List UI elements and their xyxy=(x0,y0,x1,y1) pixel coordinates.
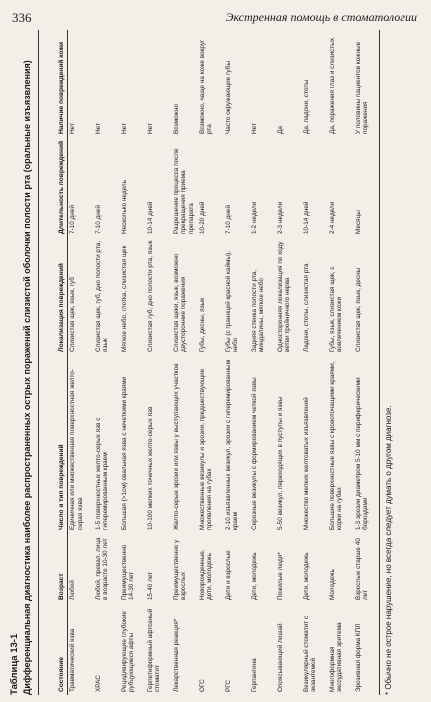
table-cell: 15-40 лет xyxy=(146,571,154,600)
table-cell: Эрозивная форма КПЛ xyxy=(354,623,362,692)
table-cell: Рецидивирующие глубокие рубцующиеся афты xyxy=(120,611,136,692)
table-cell: Множество мелких желтоватых изъязвлений xyxy=(302,397,310,530)
table-row xyxy=(328,30,354,695)
table-body xyxy=(68,30,380,695)
table-cell: Мягкое небо, глотка, слизистая щек xyxy=(120,245,128,352)
table-cell: Любой xyxy=(69,580,76,600)
table-cell: Односторонняя локализация по ходу ветви тройничного нерва xyxy=(276,241,292,352)
table-cell: 1-5 поверхностных желто-серых язв с гиперемированным краем xyxy=(94,417,110,530)
table-cell: Преимущественно у взрослых xyxy=(172,539,188,600)
table-cell: Слизистая губ, дно полости рта, язык xyxy=(146,240,154,352)
table-cell: Везикулярный стоматит с экзантемой xyxy=(302,615,318,692)
table-cell: Да xyxy=(276,126,284,134)
table-row xyxy=(146,30,172,695)
table-cell: РГС xyxy=(224,679,232,692)
table-caption xyxy=(8,30,38,695)
table-cell: 2-4 недели xyxy=(328,201,336,234)
table-cell: Новорожденные, дети, молодежь xyxy=(198,549,214,600)
table-cell: 10-14 дней xyxy=(302,201,310,234)
column-header: Возраст xyxy=(58,573,66,600)
table-cell: Слизистая щек, язык, губ xyxy=(69,277,76,352)
table-cell: Дети, молодежь xyxy=(302,552,310,600)
table-cell: 1-3 эрозии диаметром 5-10 мм с периферическими бороздами xyxy=(354,377,370,530)
table-cell: Дети, молодежь xyxy=(250,552,258,600)
table-cell: ОГС xyxy=(198,679,206,692)
table-cell: Разрешение процесса после прекращения приема препарата xyxy=(172,148,195,234)
table-number: Таблица 13-1 xyxy=(9,633,20,695)
table-cell: Травматический язва xyxy=(69,628,76,692)
table-cell: Часто окружающие губы xyxy=(224,61,232,134)
table-title: Дифференциальная диагностика наиболее распространенных острых поражений слизистой оболочки полости рта (оральные изъязвления) xyxy=(22,60,32,695)
footnote: * Обычно не острое нарушение, но всегда следует думать о другом диагнозе. xyxy=(384,405,393,695)
table-cell: Нет xyxy=(146,123,154,134)
table-row xyxy=(172,30,198,695)
table-cell: Губы, язык, слизистая щек, с вовлечением кожи xyxy=(328,266,344,352)
column-header: Число и тип повреждений xyxy=(58,444,66,530)
table-cell: 10-100 мелких точечных желто-серых язв xyxy=(146,406,154,530)
table-row xyxy=(224,30,250,695)
page-header xyxy=(0,0,431,30)
table-cell: Желто-серые эрозии или язвы у выступающих участков xyxy=(172,363,180,530)
table-cell: Большая (>1см) овальная язва с нечеткими краями xyxy=(120,376,128,530)
table-cell: Дети и взрослые xyxy=(224,550,232,600)
table-cell: Месяцы xyxy=(354,210,362,234)
table-cell: Преимущественно 14-30 лет xyxy=(120,544,136,600)
table-cell: Возможно, чаще на коже вокруг рта xyxy=(198,39,214,134)
table-row xyxy=(250,30,276,695)
table-cell: 7-10 дней xyxy=(69,205,76,234)
table-cell: Герпетиформный афтозный стоматит xyxy=(146,608,162,692)
table-cell: Серозные везикулы с формированием четкой язвы xyxy=(250,377,258,530)
table-cell: Губы (с границей красной каймы), небо xyxy=(224,251,240,352)
table-cell: Да, ладони, стопы xyxy=(302,79,310,134)
column-header: Длительность повреждений xyxy=(58,140,66,234)
table-cell: 5-50 везикул, переходящих в пустулы и язвы xyxy=(276,396,284,530)
table-cell: Множественные везикулы и эрозии, предшествующие проявления на губах xyxy=(198,368,214,530)
table-cell: Возможно xyxy=(172,104,180,134)
table-cell: ХРАС xyxy=(94,675,102,692)
table-cell: Слизистая щек, губ, дно полости рта, язык xyxy=(94,240,110,352)
table-cell: 7-10 дней xyxy=(224,205,232,234)
table-cell: Несколько недель xyxy=(120,180,128,234)
table-cell: 2-10 изъязвленных везикул, эрозии с гиперемированным краем xyxy=(224,359,240,530)
table-row xyxy=(276,30,302,695)
running-title: Экстренная помощь в стоматологии xyxy=(225,10,417,24)
table-cell: 10-14 дней xyxy=(146,201,154,234)
column-header: Состояние xyxy=(58,656,66,692)
table-cell: Опоясывающий лишай xyxy=(276,623,284,692)
table-row xyxy=(302,30,328,695)
table-cell: Нет xyxy=(69,123,76,134)
table-cell: Задняя стенка полости рта, миндалины, мягкое небо xyxy=(250,269,266,352)
table-cell: Взрослые старше 40 лет xyxy=(354,538,370,600)
page-number: 336 xyxy=(12,10,32,25)
rotated-table-block xyxy=(8,30,422,695)
table-cell: Нет xyxy=(250,123,258,134)
column-header: Локализация повреждений xyxy=(58,263,66,352)
table-cell: Нет xyxy=(120,123,128,134)
table-cell: У половины пациентов кожные поражения xyxy=(354,41,370,134)
table-cell: Губы, десны, язык xyxy=(198,297,206,352)
table-cell: Пожилые люди* xyxy=(276,552,284,600)
table-header-row xyxy=(39,30,68,695)
table-cell: Молодежь xyxy=(328,569,336,600)
table-cell: Любой, превал. лица в возрасте 10-30 лет xyxy=(94,537,110,600)
table-cell: Да, поражения глаз и слизистых xyxy=(328,37,336,134)
table-cell: Единичная или множественная поверхностная желто-серая язва xyxy=(69,368,84,530)
table-row xyxy=(120,30,146,695)
table-row xyxy=(354,30,380,695)
table-cell: 1-2 недели xyxy=(250,201,258,234)
table-row xyxy=(68,30,94,695)
table-cell: Нет xyxy=(94,123,102,134)
table-cell: 10-20 дней xyxy=(198,201,206,234)
table-row xyxy=(198,30,224,695)
table-cell: Слизистая щеки, язык, возможно двусторонние поражения xyxy=(172,253,188,352)
table-cell: Слизистая щек, язык, десны xyxy=(354,267,362,352)
table-cell: 2-3 недели xyxy=(276,201,284,234)
table-cell: Лекарственная реакция* xyxy=(172,618,180,692)
table-cell: 7-10 дней xyxy=(94,205,102,234)
column-header: Наличие повреждений кожи xyxy=(58,41,66,134)
table-cell: Ладони, стопы, слизистая рта xyxy=(302,263,310,352)
table-cell: Многоформная экссудативная эритема xyxy=(328,622,344,692)
diagnosis-table xyxy=(38,30,380,695)
table-cell: Большие поверхностные язвы с кровоточащими краями, корки на губах xyxy=(328,361,344,530)
table-cell: Герпангина xyxy=(250,658,258,692)
table-row xyxy=(94,30,120,695)
